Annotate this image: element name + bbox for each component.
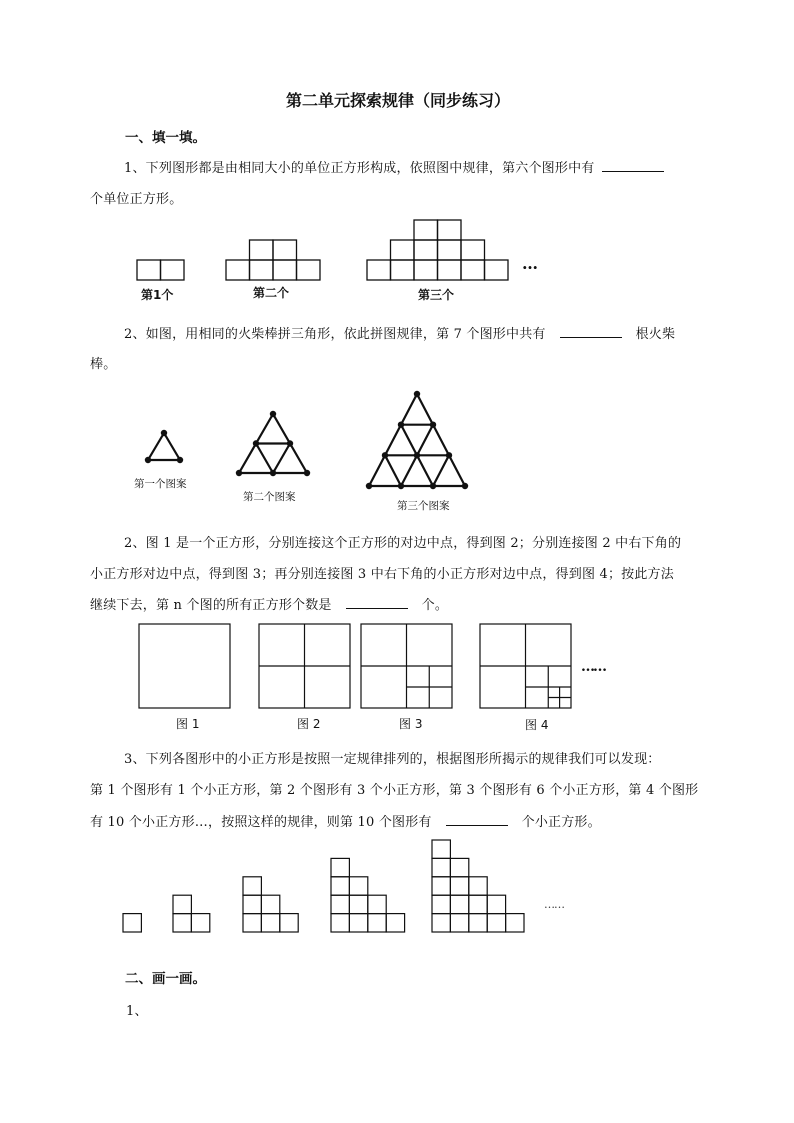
pattern-caption-2: 第二个图案 bbox=[243, 491, 296, 503]
question-4-text-tail: 个小正方形。 bbox=[521, 815, 601, 830]
staircase-ellipsis: …… bbox=[544, 898, 564, 911]
figure-caption-1: 第1个 bbox=[141, 288, 174, 302]
figure-caption-3: 第三个 bbox=[418, 288, 455, 302]
pattern-caption-3: 第三个图案 bbox=[397, 500, 450, 512]
question-4-text: 有 10 个小正方形…，按照这样的规律，则第 10 个图形有 bbox=[90, 815, 432, 830]
staircase-square bbox=[487, 914, 505, 932]
staircase-square bbox=[469, 914, 487, 932]
staircase-square bbox=[432, 840, 450, 858]
staircase-square bbox=[243, 914, 261, 932]
continuation-ellipsis: … bbox=[522, 254, 536, 273]
staircase-square bbox=[386, 914, 404, 932]
staircase-square bbox=[261, 914, 279, 932]
staircase-square bbox=[261, 895, 279, 913]
staircase-square bbox=[331, 877, 349, 895]
question-3-text-tail: 个。 bbox=[421, 598, 449, 613]
staircase-square bbox=[469, 877, 487, 895]
square-caption-1: 图 1 bbox=[176, 717, 200, 731]
staircase-square bbox=[506, 914, 524, 932]
staircase-square bbox=[432, 895, 450, 913]
staircase-square bbox=[432, 877, 450, 895]
page-title: 第二单元探索规律（同步练习） bbox=[286, 91, 511, 110]
question-2-line-2: 棒。 bbox=[90, 357, 117, 372]
question-4-line-2: 第 1 个图形有 1 个小正方形，第 2 个图形有 3 个小正方形，第 3 个图形有 6 个小正方形，第 4 个图形 bbox=[90, 783, 699, 798]
staircase-square bbox=[243, 895, 261, 913]
staircase-square bbox=[450, 895, 468, 913]
question-2-text-tail: 根火柴 bbox=[635, 327, 676, 342]
figure-caption-2: 第二个 bbox=[253, 286, 290, 300]
staircase-square bbox=[469, 895, 487, 913]
staircase-square bbox=[280, 914, 298, 932]
staircase-square bbox=[349, 895, 367, 913]
question-3-line-1: 2、图 1 是一个正方形，分别连接这个正方形的对边中点，得到图 2；分别连接图 2 中右下角的 bbox=[124, 536, 682, 551]
question-2-text: 2、如图，用相同的火柴棒拼三角形，依此拼图规律，第 7 个图形中共有 bbox=[124, 327, 546, 342]
staircase-square bbox=[368, 895, 386, 913]
staircase-square bbox=[173, 914, 191, 932]
section-heading-draw: 二、画一画。 bbox=[125, 971, 206, 987]
staircase-square bbox=[487, 895, 505, 913]
square-caption-2: 图 2 bbox=[297, 717, 321, 731]
staircase-square bbox=[173, 895, 191, 913]
square-caption-3: 图 3 bbox=[399, 717, 423, 731]
square-caption-4: 图 4 bbox=[525, 718, 549, 732]
question-4-line-1: 3、下列各图形中的小正方形是按照一定规律排列的，根据图形所揭示的规律我们可以发现： bbox=[124, 752, 661, 767]
question-1-text: 1、下列图形都是由相同大小的单位正方形构成，依照图中规律，第六个图形中有 bbox=[124, 161, 595, 176]
staircase-square bbox=[432, 914, 450, 932]
square-ellipsis: …… bbox=[581, 659, 605, 675]
staircase-square bbox=[450, 914, 468, 932]
section-heading-fill: 一、填一填。 bbox=[125, 130, 206, 146]
question-3-line-2: 小正方形对边中点，得到图 3；再分别连接图 3 中右下角的小正方形对边中点，得到图 4；按此方法 bbox=[90, 567, 674, 582]
staircase-square bbox=[331, 914, 349, 932]
staircase-square bbox=[331, 895, 349, 913]
staircase-square bbox=[243, 877, 261, 895]
staircase-square bbox=[123, 914, 141, 932]
question-5-label: 1、 bbox=[126, 1004, 148, 1019]
staircase-square bbox=[349, 877, 367, 895]
staircase-square bbox=[368, 914, 386, 932]
staircase-square bbox=[450, 877, 468, 895]
pattern-caption-1: 第一个图案 bbox=[134, 478, 187, 490]
staircase-square bbox=[432, 858, 450, 876]
staircase-square bbox=[331, 858, 349, 876]
staircase-square bbox=[191, 914, 209, 932]
staircase-square bbox=[349, 914, 367, 932]
question-3-text: 继续下去，第 n 个图的所有正方形个数是 bbox=[90, 598, 332, 613]
question-1-line-2: 个单位正方形。 bbox=[90, 192, 183, 207]
staircase-square bbox=[450, 858, 468, 876]
